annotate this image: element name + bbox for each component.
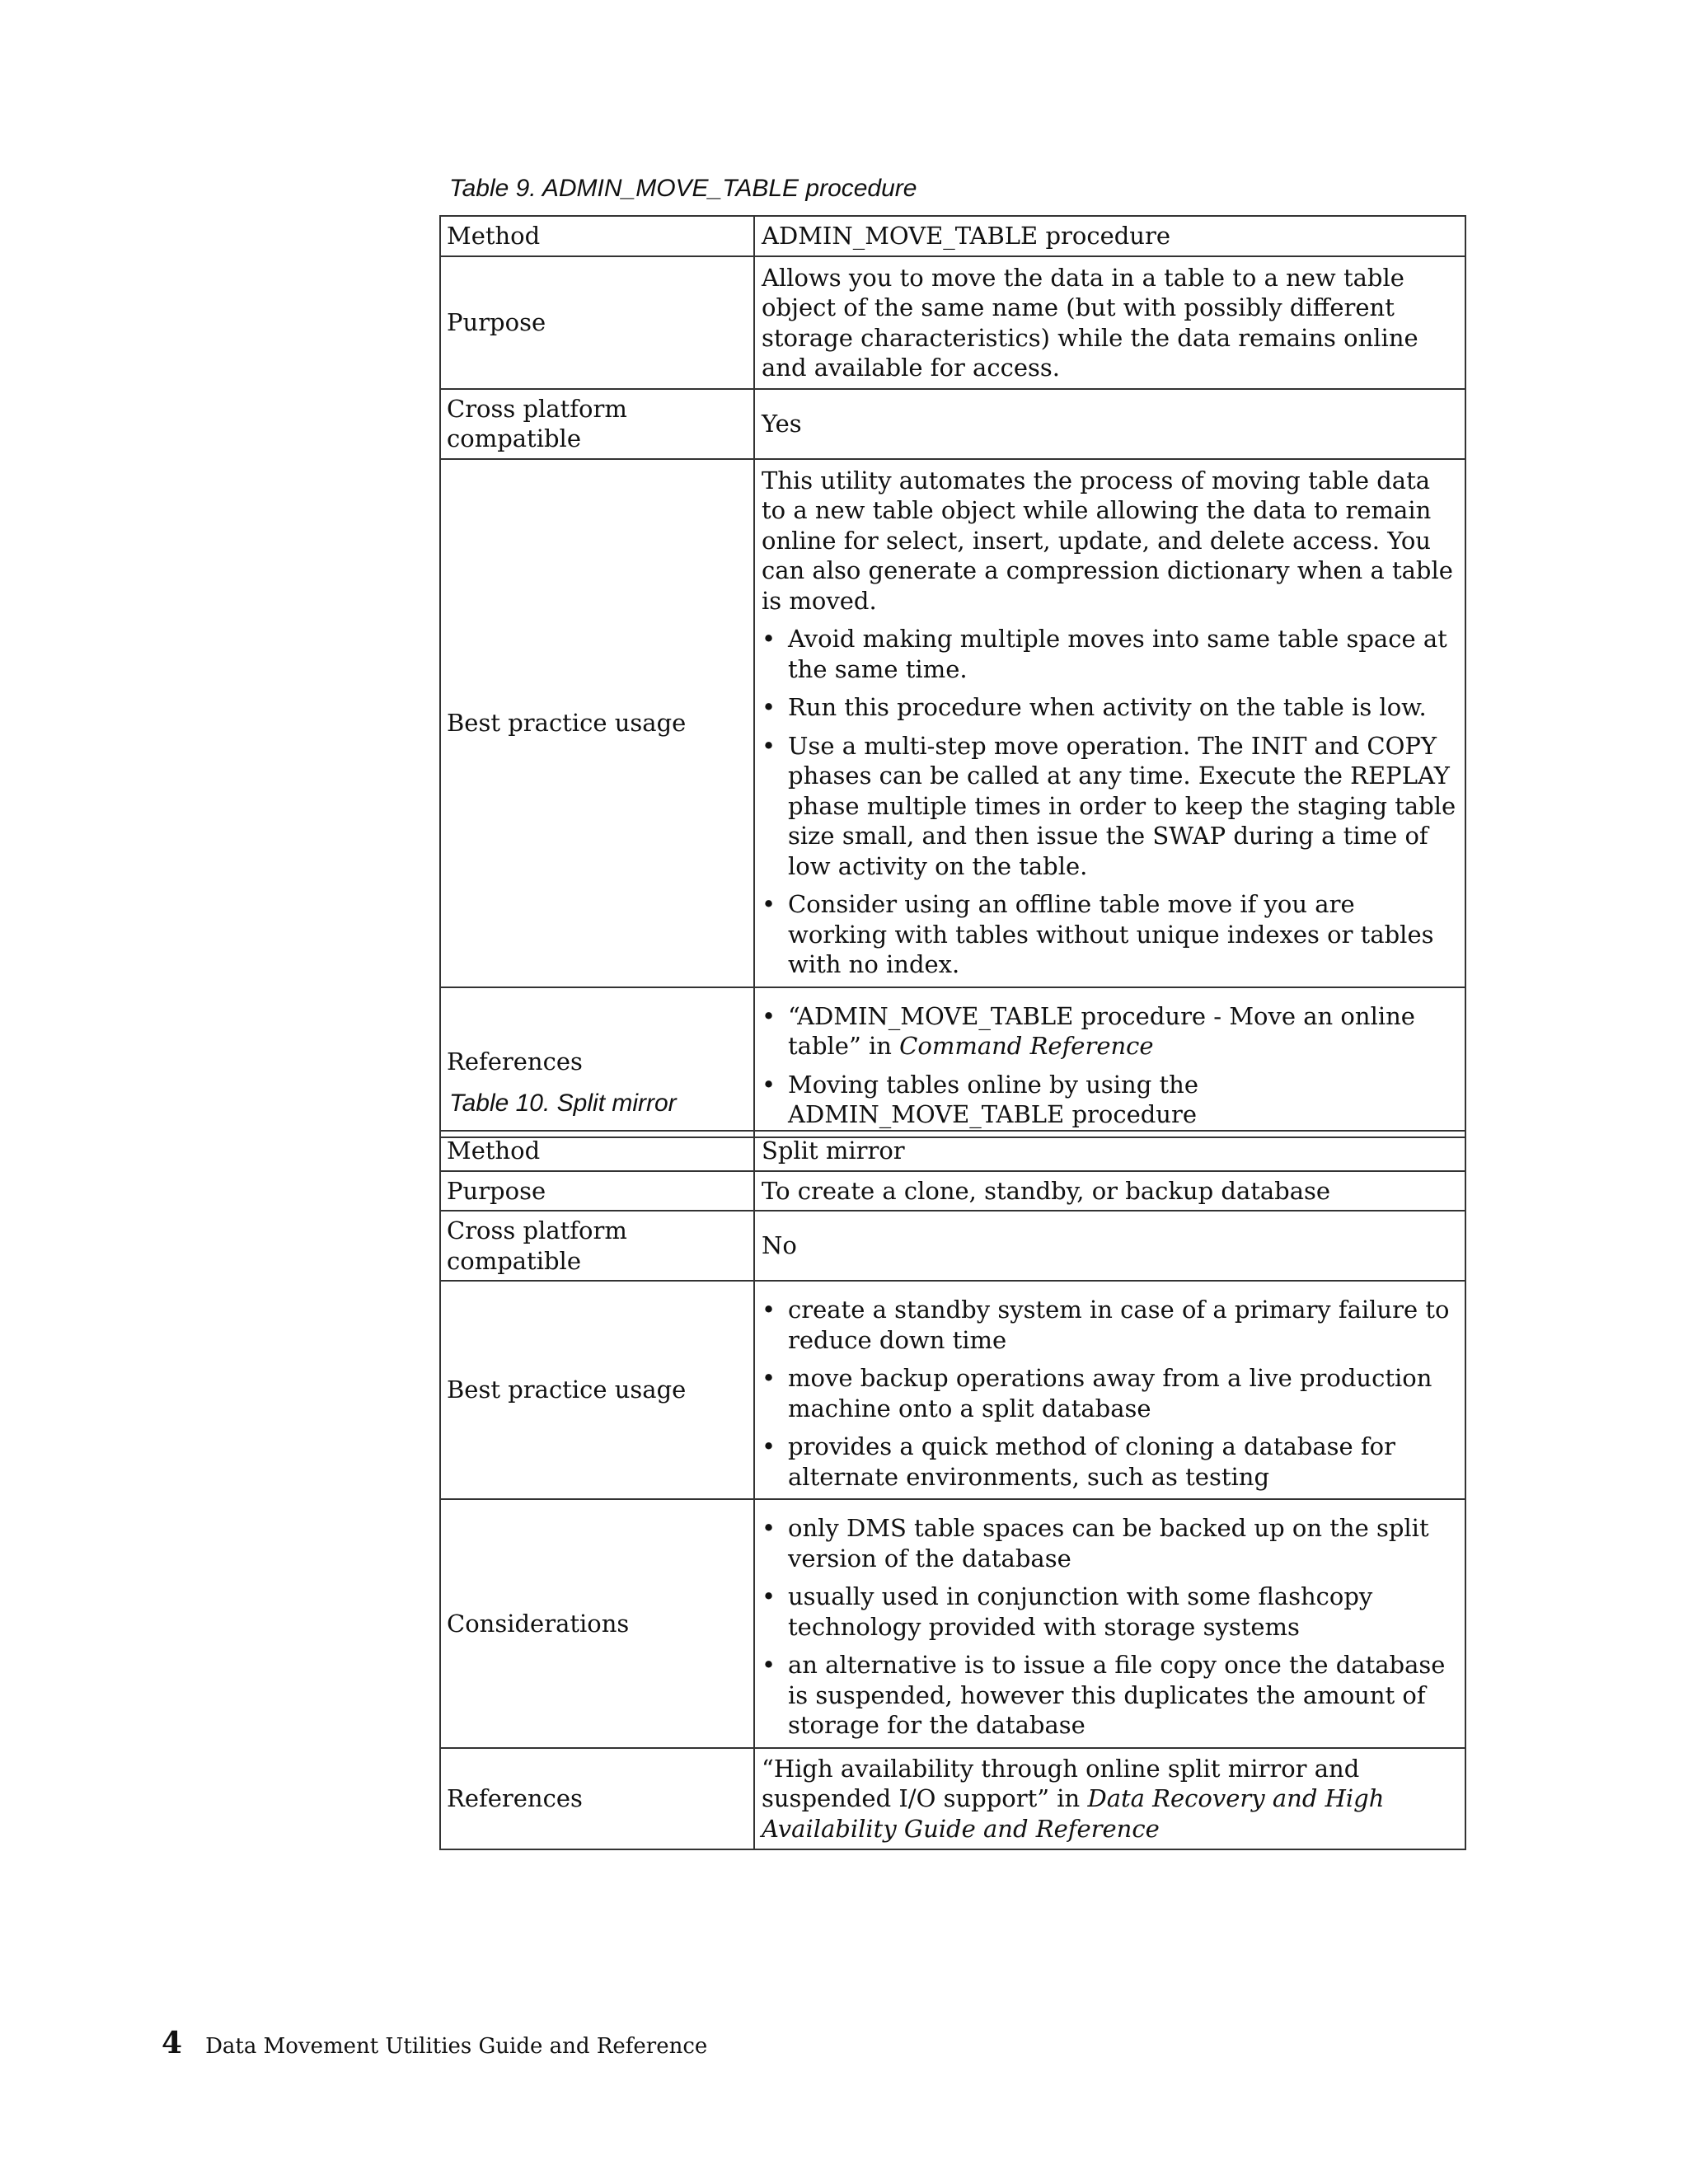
reference-text: “High availability through online split mirror and suspended I/O support” in <box>762 1754 1360 1812</box>
row-value: Split mirror <box>754 1131 1465 1171</box>
table-row <box>440 1748 1465 1850</box>
list-item: • create a standby system in case of a primary failure to reduce down time <box>762 1295 1458 1355</box>
bullet-list <box>762 624 1458 980</box>
list-item: • Avoid making multiple moves into same table space at the same time. <box>762 624 1458 684</box>
table-caption: Table 10. Split mirror <box>449 1090 677 1117</box>
row-value <box>754 1499 1465 1748</box>
row-label: Method <box>440 1131 754 1171</box>
row-label: Best practice usage <box>440 459 754 987</box>
row-label: References <box>440 987 754 1137</box>
row-value: Yes <box>754 389 1465 459</box>
table-row <box>440 1211 1465 1281</box>
table-row <box>440 256 1465 389</box>
row-value <box>754 1748 1465 1850</box>
reference-text: “ADMIN_MOVE_TABLE procedure - Move an online table” in <box>788 1001 1415 1060</box>
row-label: Purpose <box>440 1171 754 1212</box>
table-row <box>440 389 1465 459</box>
list-item: • Consider using an offline table move if you are working with tables without unique indexes or tables with no index. <box>762 889 1458 980</box>
book-title: Command Reference <box>899 1032 1154 1060</box>
list-item: • an alternative is to issue a file copy once the database is suspended, however this duplicates the amount of storage for the database <box>762 1650 1458 1741</box>
row-value <box>754 987 1465 1137</box>
bullet-list <box>762 1513 1458 1741</box>
list-item: • Use a multi-step move operation. The INIT and COPY phases can be called at any time. Execute the REPLAY phase multiple times in order to keep the staging table size small, and then issue the SWAP during a time of low activity on the table. <box>762 731 1458 882</box>
row-label: Cross platform compatible <box>440 389 754 459</box>
row-value: To create a clone, standby, or backup database <box>754 1171 1465 1212</box>
split-mirror-table <box>439 1130 1466 1850</box>
list-item: • only DMS table spaces can be backed up on the split version of the database <box>762 1513 1458 1573</box>
book-title: Data Recovery and High Availability Guide and Reference <box>762 1784 1385 1843</box>
page-number: 4 <box>162 2026 183 2060</box>
row-label: Method <box>440 216 754 256</box>
table-row <box>440 459 1465 987</box>
table-row <box>440 216 1465 256</box>
row-value: Allows you to move the data in a table to a new table object of the same name (but with possibly different storage characteristics) while the data remains online and available for access. <box>754 256 1465 389</box>
list-item: • usually used in conjunction with some flashcopy technology provided with storage systems <box>762 1582 1458 1642</box>
list-item: • Run this procedure when activity on the table is low. <box>762 692 1458 723</box>
table-row <box>440 1499 1465 1748</box>
row-label: Best practice usage <box>440 1281 754 1499</box>
row-value: ADMIN_MOVE_TABLE procedure <box>754 216 1465 256</box>
row-label: Considerations <box>440 1499 754 1748</box>
row-value <box>754 1281 1465 1499</box>
list-item <box>762 1001 1458 1062</box>
row-label: Purpose <box>440 256 754 389</box>
bullet-list <box>762 1001 1458 1130</box>
page-footer <box>162 2026 707 2060</box>
table-row <box>440 1281 1465 1499</box>
row-label: References <box>440 1748 754 1850</box>
list-item: • move backup operations away from a live production machine onto a split database <box>762 1363 1458 1423</box>
list-item: • provides a quick method of cloning a database for alternate environments, such as testing <box>762 1432 1458 1492</box>
row-label: Cross platform compatible <box>440 1211 754 1281</box>
list-item: • Moving tables online by using the ADMIN_MOVE_TABLE procedure <box>762 1070 1458 1130</box>
table-row <box>440 1171 1465 1212</box>
bullet-list <box>762 1295 1458 1492</box>
table-row <box>440 1131 1465 1171</box>
table-caption: Table 9. ADMIN_MOVE_TABLE procedure <box>449 175 917 202</box>
row-value: No <box>754 1211 1465 1281</box>
admin-move-table-procedure-table <box>439 215 1466 1138</box>
row-value <box>754 459 1465 987</box>
footer-book-title: Data Movement Utilities Guide and Reference <box>205 2034 708 2059</box>
intro-paragraph: This utility automates the process of moving table data to a new table object while allowing the data to remain online for select, insert, update, and delete access. You can also generate a compression dictionary when a table is moved. <box>762 466 1453 615</box>
